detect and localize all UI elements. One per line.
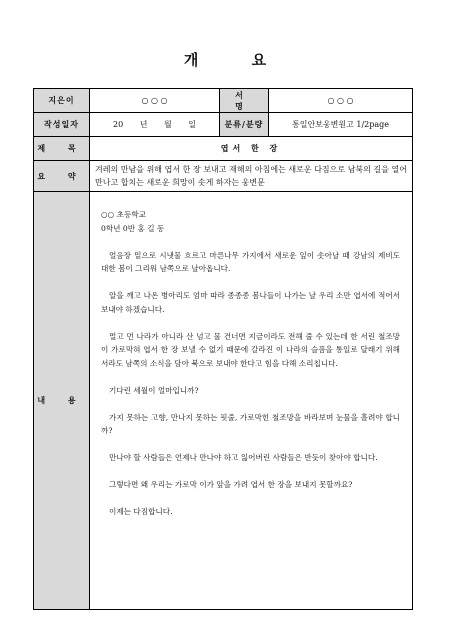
content-row [34, 192, 413, 610]
paragraph-1: 얼음장 밑으로 시냇물 흐르고 마른나무 가지에서 새로운 잎이 솟아날 때 강남의 제비도 대한 봄이 그리워 남쪽으로 날아옵니다. [101, 250, 400, 274]
content-body [90, 192, 413, 610]
subject-label: 제 목 [34, 137, 90, 161]
author-label: 지은이 [34, 89, 90, 113]
name-value: ○ ○ ○ [269, 89, 413, 113]
paragraph-2: 알을 깨고 나온 병아리도 엄마 따라 종종종 봄나들이 나가는 날 우리 소만 엽서에 적어서 보내야 하겠습니다. [101, 291, 400, 314]
content-label: 내 용 [34, 192, 90, 610]
subject-row [34, 137, 413, 161]
author-value: ○ ○ ○ [90, 89, 220, 113]
date-value: 20 년 월 일 [90, 113, 220, 137]
form-table [33, 88, 413, 610]
paragraph-8: 이제는 다짐합니다. [109, 507, 173, 517]
date-row [34, 113, 413, 137]
paragraph-3: 멀고 먼 나라가 아니라 산 넘고 물 건너면 지금이라도 전해 줄 수 있는데 한 서린 철조망이 가로막혀 엽서 한 장 보낼 수 없기 때문에 갈라진 이 나라의 슬픔을 통일로 달래기 위해서라도 남쪽의 소식을 담아 북으로 보내야 한다고 힘을 다해 소리칩니다. [101, 331, 400, 368]
paragraph-7: 그렇다면 왜 우리는 가로막 이가 앞을 가려 엽서 한 장을 보내지 못할까요? [109, 480, 353, 490]
school-line: ○○ 초등학교 [101, 210, 147, 219]
subject-value: 엽서 한 장 [90, 137, 413, 161]
category-value: 통일안보웅변원고 1/2page [269, 113, 413, 137]
summary-row [34, 161, 413, 192]
student-line: 0학년 0반 홍 길 동 [101, 223, 165, 233]
summary-value: 겨레의 만남을 위해 엽서 한 장 보내고 재해의 아침에는 새로운 다짐으로 남북의 길을 열어 만나고 합치는 새로운 희망이 솟게 하자는 웅변문 [90, 161, 413, 192]
author-row [34, 89, 413, 113]
date-label: 작성일자 [34, 113, 90, 137]
category-label: 분류/분량 [220, 113, 269, 137]
paragraph-6: 만나야 할 사람들은 언제나 만나야 하고 잃어버린 사람들은 반듯이 찾아야 합니다. [109, 453, 378, 463]
summary-label: 요 약 [34, 161, 90, 192]
paragraph-4: 기다린 세월이 얼마입니까? [109, 385, 199, 395]
paragraph-5: 가지 못하는 고향, 만나지 못하는 핏줄, 가로막힌 철조망을 바라보며 눈물을 흘려야 합니까? [101, 412, 400, 436]
name-label: 서 명 [220, 89, 269, 113]
document-title: 개 요 [183, 51, 291, 69]
